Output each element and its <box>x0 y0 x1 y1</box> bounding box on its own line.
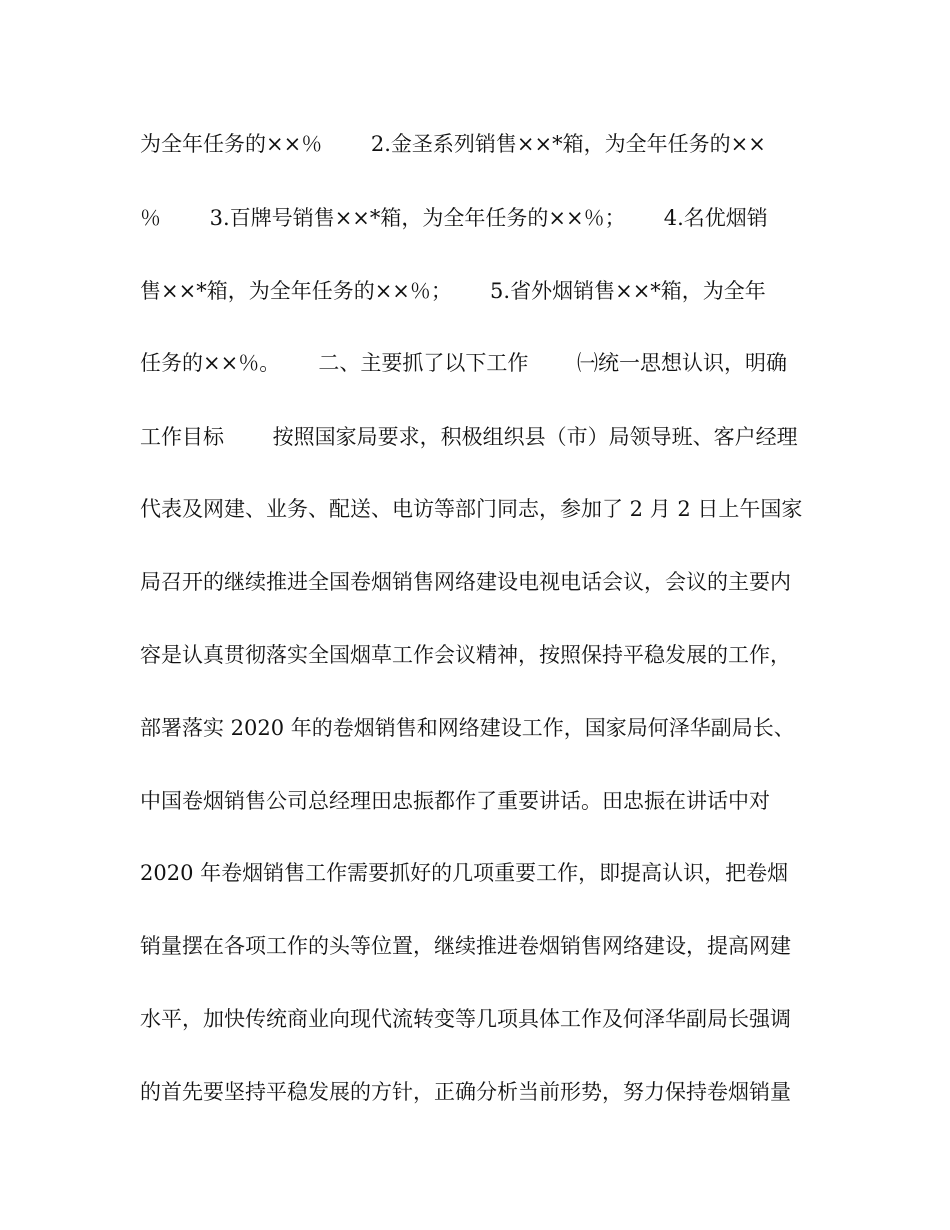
text-line: 的首先要坚持平稳发展的方针，正确分析当前形势，努力保持卷烟销量 <box>140 1080 791 1104</box>
text-line: 2020 年卷烟销售工作需要抓好的几项重要工作，即提高认识，把卷烟 <box>140 861 789 885</box>
text-line: 销量摆在各项工作的头等位置，继续推进卷烟销售网络建设，提高网建 <box>140 934 791 958</box>
text-line: 任务的××％。 二、主要抓了以下工作 ㈠统一思想认识，明确 <box>140 351 788 375</box>
text-line: 中国卷烟销售公司总经理田忠振都作了重要讲话。田忠振在讲话中对 <box>140 789 770 813</box>
text-line: 部署落实 2020 年的卷烟销售和网络建设工作，国家局何泽华副局长、 <box>140 716 795 740</box>
text-line: 局召开的继续推进全国卷烟销售网络建设电视电话会议，会议的主要内 <box>140 570 791 594</box>
text-line: 代表及网建、业务、配送、电访等部门同志，参加了 2 月 2 日上午国家 <box>140 497 803 521</box>
text-line: 为全年任务的××％ 2.金圣系列销售××*箱，为全年任务的×× <box>140 132 766 156</box>
text-line: ％ 3.百牌号销售××*箱，为全年任务的××％； 4.名优烟销 <box>140 206 768 230</box>
text-line: 工作目标 按照国家局要求，积极组织县（市）局领导班、客户经理 <box>140 425 798 449</box>
text-line: 水平，加快传统商业向现代流转变等几项具体工作及何泽华副局长强调 <box>140 1007 791 1031</box>
text-line: 售××*箱，为全年任务的××％； 5.省外烟销售××*箱，为全年 <box>140 279 766 303</box>
text-line: 容是认真贯彻落实全国烟草工作会议精神，按照保持平稳发展的工作， <box>140 643 791 667</box>
